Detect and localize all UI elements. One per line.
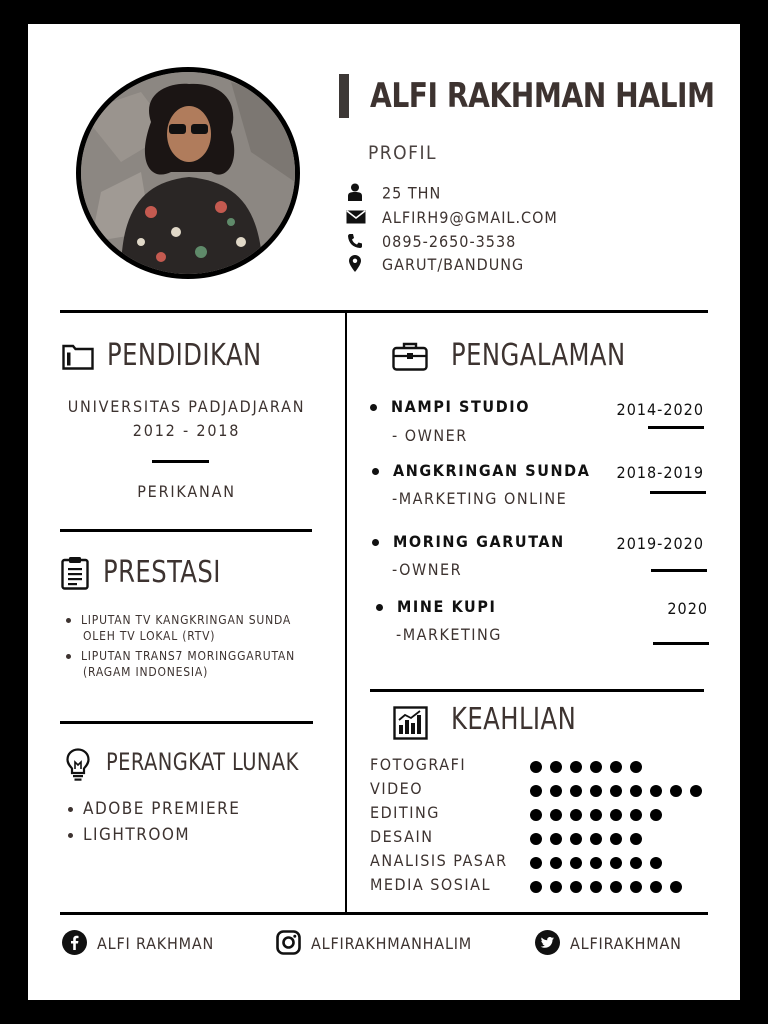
job-company [370, 397, 530, 416]
skill-dot [570, 809, 582, 821]
header-divider [60, 310, 708, 313]
skill-dot [610, 809, 622, 821]
school-major: PERIKANAN [137, 482, 236, 501]
skill-dot [530, 809, 542, 821]
contact-email [346, 208, 558, 228]
skill-level-dots [530, 809, 662, 821]
skill-dot [610, 785, 622, 797]
contact-location [346, 255, 524, 276]
achievements-title: PRESTASI [103, 555, 221, 590]
skill-dot [530, 785, 542, 797]
achievement-line: OLEH TV LOKAL (RTV) [83, 629, 216, 643]
bullet [66, 654, 71, 659]
skill-dot [530, 857, 542, 869]
facebook-link[interactable] [62, 930, 214, 959]
skill-dot [650, 809, 662, 821]
profile-label: PROFIL [368, 142, 438, 164]
twitter-link[interactable] [535, 930, 682, 959]
job-years: 2019-2020 [616, 534, 704, 553]
skill-dot [630, 785, 642, 797]
full-name: ALFI RAKHMAN HALIM [370, 76, 715, 116]
bullet [372, 539, 379, 546]
experience-divider [370, 689, 704, 692]
achievement-line: (RAGAM INDONESIA) [83, 665, 209, 679]
clipboard-icon [61, 556, 89, 594]
facebook-handle[interactable]: ALFI RAKHMAN [97, 934, 215, 953]
skill-dot [590, 761, 602, 773]
bullet [372, 468, 379, 475]
column-divider [345, 312, 347, 913]
contact-age [346, 183, 441, 205]
skill-name: DESAIN [370, 827, 434, 846]
job-role: - OWNER [392, 426, 468, 445]
skill-level-dots [530, 785, 702, 797]
job-company [372, 532, 565, 551]
year-underline [653, 642, 709, 645]
skill-dot [530, 833, 542, 845]
software-item [68, 799, 240, 819]
twitter-icon [535, 930, 560, 959]
phone-text[interactable]: 0895-2650-3538 [382, 232, 517, 251]
skill-dot [570, 761, 582, 773]
experience-title: PENGALAMAN [451, 338, 626, 373]
skill-dot [590, 833, 602, 845]
skill-dot [650, 785, 662, 797]
skill-dot [630, 809, 642, 821]
location-pin-icon [346, 255, 364, 276]
company-label: MORING GARUTAN [393, 532, 565, 551]
skill-dot [570, 857, 582, 869]
skill-dot [630, 761, 642, 773]
instagram-icon [276, 930, 301, 959]
mail-icon [346, 209, 364, 228]
skill-dot [550, 809, 562, 821]
job-company [372, 461, 590, 480]
contact-phone [346, 232, 516, 253]
school-name: UNIVERSITAS PADJADJARAN [67, 397, 306, 416]
skill-name: FOTOGRAFI [370, 755, 467, 774]
resume-page [28, 24, 740, 1000]
folder-icon [62, 343, 94, 374]
job-years: 2014-2020 [616, 400, 704, 419]
footer-divider [60, 912, 708, 915]
school-separator [152, 460, 209, 463]
skill-dot [570, 785, 582, 797]
lightbulb-icon [66, 748, 90, 786]
year-underline [650, 491, 706, 494]
age-text: 25 THN [382, 183, 442, 203]
skill-dot [610, 881, 622, 893]
achievement-item [66, 648, 295, 680]
skill-level-dots [530, 833, 642, 845]
skill-dot [590, 809, 602, 821]
job-role: -MARKETING [396, 625, 502, 644]
email-text[interactable]: ALFIRH9@GMAIL.COM [382, 208, 558, 227]
skill-dot [550, 857, 562, 869]
year-underline [651, 569, 707, 572]
skill-name: MEDIA SOSIAL [370, 875, 491, 894]
skill-dot [550, 785, 562, 797]
achievements-divider [60, 721, 313, 724]
software-label: ADOBE PREMIERE [83, 799, 241, 819]
skill-dot [610, 761, 622, 773]
year-underline [648, 426, 704, 429]
achievement-line: LIPUTAN TRANS7 MORINGGARUTAN [81, 649, 295, 663]
company-label: NAMPI STUDIO [391, 397, 531, 416]
skill-dot [650, 881, 662, 893]
skill-level-dots [530, 761, 642, 773]
skill-dot [670, 881, 682, 893]
chart-icon [393, 706, 428, 744]
school-years: 2012 - 2018 [132, 421, 241, 440]
skill-name: ANALISIS PASAR [370, 851, 508, 870]
software-title: PERANGKAT LUNAK [106, 748, 299, 776]
job-company [376, 597, 496, 616]
location-text: GARUT/BANDUNG [382, 255, 525, 274]
bullet [370, 404, 377, 411]
education-title: PENDIDIKAN [107, 338, 262, 373]
bullet [68, 833, 73, 838]
job-years: 2020 [667, 599, 708, 618]
twitter-handle[interactable]: ALFIRAKHMAN [570, 934, 682, 953]
skill-dot [590, 881, 602, 893]
bullet [68, 807, 73, 812]
instagram-link[interactable] [276, 930, 472, 959]
achievement-item [66, 612, 291, 644]
company-label: ANGKRINGAN SUNDA [393, 461, 591, 480]
skill-dot [610, 857, 622, 869]
software-item [68, 825, 190, 845]
skill-name: EDITING [370, 803, 440, 822]
achievement-line: LIPUTAN TV KANGKRINGAN SUNDA [81, 613, 292, 627]
skill-dot [670, 785, 682, 797]
skill-dot [630, 881, 642, 893]
skill-dot [590, 785, 602, 797]
skill-dot [530, 761, 542, 773]
facebook-icon [62, 930, 87, 959]
skill-dot [630, 857, 642, 869]
profile-photo [76, 67, 300, 279]
name-accent-bar [339, 74, 349, 118]
skill-dot [570, 833, 582, 845]
job-role: -MARKETING ONLINE [392, 489, 568, 508]
education-divider [60, 529, 312, 532]
bullet [376, 604, 383, 611]
job-role: -OWNER [392, 560, 463, 579]
skill-dot [550, 761, 562, 773]
skill-dot [650, 857, 662, 869]
skill-dot [550, 881, 562, 893]
instagram-handle[interactable]: ALFIRAKHMANHALIM [311, 934, 473, 953]
skill-name: VIDEO [370, 779, 424, 798]
skill-dot [690, 785, 702, 797]
skill-level-dots [530, 857, 662, 869]
skill-dot [550, 833, 562, 845]
skill-dot [630, 833, 642, 845]
phone-icon [346, 233, 364, 253]
skill-dot [570, 881, 582, 893]
skill-dot [530, 881, 542, 893]
skills-title: KEAHLIAN [451, 702, 577, 737]
company-label: MINE KUPI [397, 597, 497, 616]
person-icon [346, 183, 364, 205]
skill-dot [610, 833, 622, 845]
bullet [66, 618, 71, 623]
briefcase-icon [392, 342, 428, 375]
skill-dot [590, 857, 602, 869]
skill-level-dots [530, 881, 682, 893]
job-years: 2018-2019 [616, 463, 704, 482]
software-label: LIGHTROOM [83, 825, 191, 845]
